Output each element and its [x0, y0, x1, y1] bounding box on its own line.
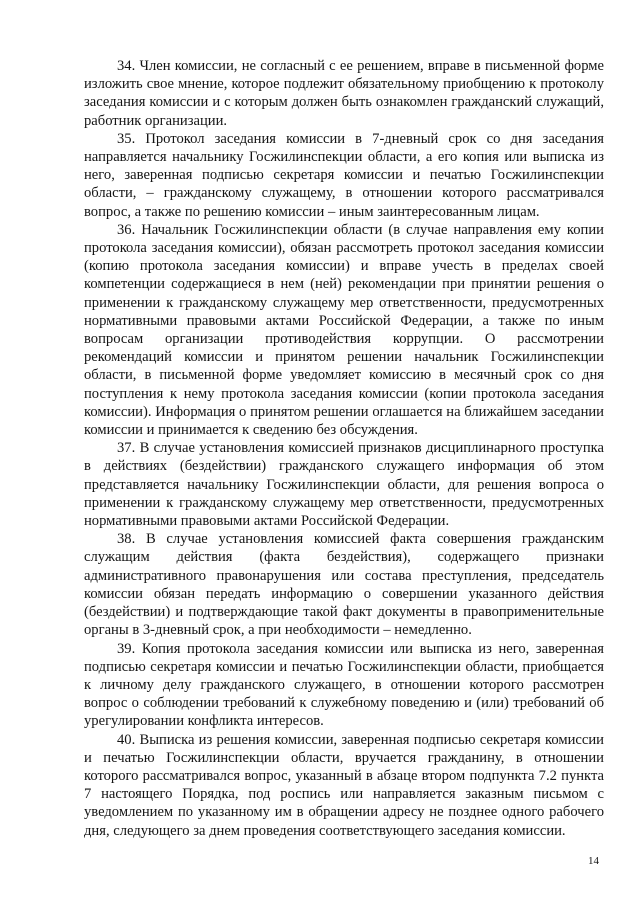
paragraph-38: 38. В случае установления комиссией факта совершения гражданским служащим действия (факта бездействия), содержащего признаки административного правонарушения или состава преступления, председатель комиссии обязан передать информацию о совершении указанного действия (бездействии) и подтверждающие такой факт документы в правоприменительные органы в 3-дневный срок, а при необходимости – немедленно. [84, 531, 604, 639]
paragraph-37: 37. В случае установления комиссией признаков дисциплинарного проступка в действиях (бездействии) гражданского служащего информация об этом представляется начальнику Госжилинспекции области, для решения вопроса о применении к гражданскому служащему мер ответственности, предусмотренных нормативными правовыми актами Российской Федерации. [84, 440, 604, 530]
document-page [84, 57, 604, 840]
paragraph-34: 34. Член комиссии, не согласный с ее решением, вправе в письменной форме изложить свое мнение, которое подлежит обязательному приобщению к протоколу заседания комиссии и с которым должен быть ознакомлен гражданский служащий, работник организации. [84, 58, 604, 129]
paragraph-40: 40. Выписка из решения комиссии, заверенная подписью секретаря комиссии и печатью Госжилинспекции области, вручается гражданину, в отношении которого рассматривался вопрос, указанный в абзаце втором подпункта 7.2 пункта 7 настоящего Порядка, под роспись или направляется заказным письмом с уведомлением по указанному им в обращении адресу не позднее одного рабочего дня, следующего за днем проведения соответствующего заседания комиссии. [84, 731, 604, 839]
paragraph-39: 39. Копия протокола заседания комиссии или выписка из него, заверенная подписью секретаря комиссии и печатью Госжилинспекции области, приобщается к личному делу гражданского служащего, в отношении которого рассмотрен вопрос о соблюдении требований к служебному поведению и (или) требований об урегулировании конфликта интересов. [84, 640, 604, 730]
page-number: 14 [588, 855, 599, 867]
paragraph-36: 36. Начальник Госжилинспекции области (в случае направления ему копии протокола заседания комиссии), обязан рассмотреть протокол заседания комиссии (копию протокола заседания комиссии) и вправе учесть в пределах своей компетенции содержащиеся в нем (ней) рекомендации при принятии решения о применении к гражданскому служащему мер ответственности, предусмотренных нормативными правовыми актами Российской Федерации, а также по иным вопросам организации противодействия коррупции. О рассмотрении рекомендаций комиссии и принятом решении начальник Госжилинспекции области, в письменной форме уведомляет комиссию в месячный срок со дня поступления к нему протокола заседания комиссии (копии протокола заседания комиссии). Информация о принятом решении оглашается на ближайшем заседании комиссии и принимается к сведению без обсуждения. [84, 221, 604, 439]
paragraph-35: 35. Протокол заседания комиссии в 7-дневный срок со дня заседания направляется начальнику Госжилинспекции области, а его копия или выписка из него, заверенная подписью секретаря комиссии и печатью Госжилинспекции области, – гражданскому служащему, в отношении которого рассматривался вопрос, а также по решению комиссии – иным заинтересованным лицам. [84, 130, 604, 220]
